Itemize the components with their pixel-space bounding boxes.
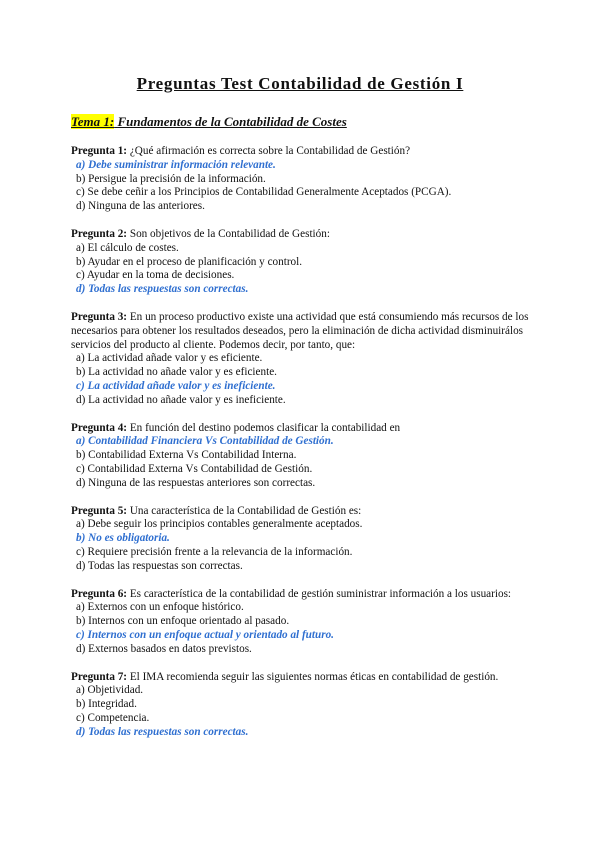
question-1 [71,145,541,214]
correct-answer-option: c) La actividad añade valor y es ineficiente. [76,379,276,392]
answer-option: d) Ninguna de las anteriores. [76,200,205,213]
answer-option: d) La actividad no añade valor y es ineficiente. [76,393,286,406]
question-2 [71,228,541,297]
answer-option: c) Se debe ceñir a los Principios de Contabilidad Generalmente Aceptados (PCGA). [76,186,452,199]
answer-option: c) Ayudar en la toma de decisiones. [76,269,235,282]
answer-option: b) Integridad. [76,698,137,711]
answer-option: a) El cálculo de costes. [76,241,179,254]
question-stem [71,228,541,242]
question-text: En función del destino podemos clasificar la contabilidad en [129,421,401,434]
answer-option: d) Externos basados en datos previstos. [76,642,252,655]
answer-option: b) Persigue la precisión de la información. [76,172,266,185]
question-stem [71,145,541,159]
question-text: Es característica de la contabilidad de gestión suministrar información a los usuarios: [129,587,512,600]
question-stem [71,671,541,685]
question-text: ¿Qué afirmación es correcta sobre la Contabilidad de Gestión? [129,145,411,157]
question-label: Pregunta 4: [71,421,128,434]
answer-option: d) Ninguna de las respuestas anteriores son correctas. [76,476,316,489]
correct-answer-option: c) Internos con un enfoque actual y orientado al futuro. [76,628,334,641]
correct-answer-option: a) Contabilidad Financiera Vs Contabilidad de Gestión. [76,435,334,448]
question-label: Pregunta 2: [71,227,128,240]
question-label: Pregunta 3: [71,310,128,323]
correct-answer-option: d) Todas las respuestas son correctas. [76,283,249,296]
answer-option: a) Objetividad. [76,684,144,697]
question-label: Pregunta 6: [71,587,128,600]
answer-option: c) Requiere precisión frente a la relevancia de la información. [76,545,353,558]
question-stem [71,311,541,352]
correct-answer-option: d) Todas las respuestas son correctas. [76,725,249,738]
answer-option: b) La actividad no añade valor y es eficiente. [76,366,277,379]
answer-option: c) Competencia. [76,711,150,724]
question-6 [71,588,541,657]
answer-option: c) Contabilidad Externa Vs Contabilidad de Gestión. [76,462,313,475]
correct-answer-option: a) Debe suministrar información relevante. [76,158,276,171]
answer-option: b) Contabilidad Externa Vs Contabilidad Interna. [76,449,297,462]
section-title: Fundamentos de la Contabilidad de Costes [117,114,347,129]
question-label: Pregunta 5: [71,504,128,517]
answer-option: d) Todas las respuestas son correctas. [76,559,243,572]
section-heading [71,114,347,130]
question-4 [71,422,541,491]
answer-option: b) Ayudar en el proceso de planificación y control. [76,255,303,268]
question-text: El IMA recomienda seguir las siguientes normas éticas en contabilidad de gestión. [129,670,499,683]
question-text: Una característica de la Contabilidad de Gestión es: [129,504,362,517]
section-label: Tema 1: [71,114,115,129]
answer-option: a) Externos con un enfoque histórico. [76,601,244,614]
document-title: Preguntas Test Contabilidad de Gestión I [136,74,464,93]
answer-option: b) Internos con un enfoque orientado al pasado. [76,615,290,628]
answer-option: a) Debe seguir los principios contables generalmente aceptados. [76,518,363,531]
question-text: En un proceso productivo existe una actividad que está consumiendo más recursos de los necesarios para obtener los resultados deseados, pero la eliminación de dicha actividad disminuirálos servicios del producto al cliente. Podemos decir, por tanto, que: [71,310,529,351]
question-stem [71,505,541,519]
question-7 [71,671,541,740]
question-3 [71,311,541,408]
correct-answer-option: b) No es obligatoria. [76,532,170,545]
question-label: Pregunta 7: [71,670,128,683]
question-5 [71,505,541,574]
questions-list [71,145,541,753]
answer-option: a) La actividad añade valor y es eficiente. [76,352,263,365]
question-stem [71,422,541,436]
question-stem [71,588,541,602]
question-label: Pregunta 1: [71,145,128,157]
question-text: Son objetivos de la Contabilidad de Gestión: [129,227,330,240]
